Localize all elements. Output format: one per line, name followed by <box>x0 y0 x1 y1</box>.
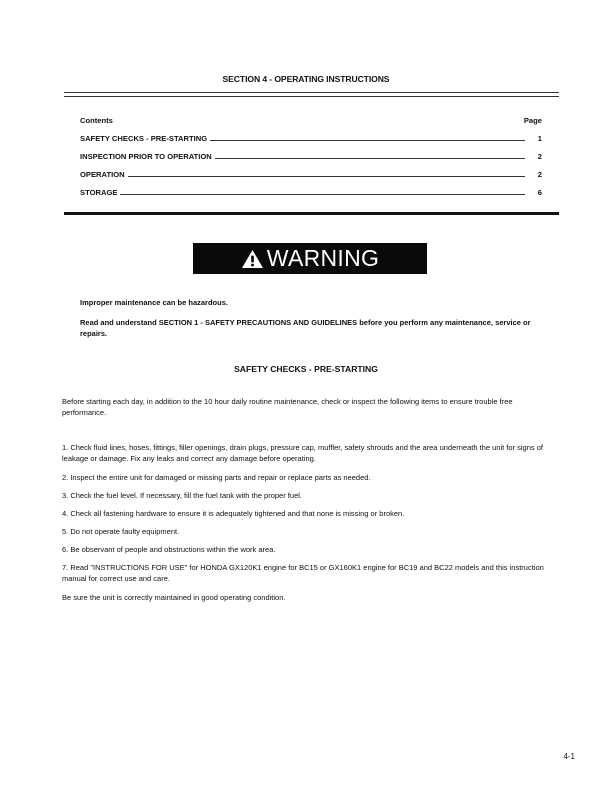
divider <box>64 96 559 97</box>
toc-entry <box>80 149 542 161</box>
warning-line-2: Read and understand SECTION 1 - SAFETY PRECAUTIONS AND GUIDELINES before you perform any maintenance, service or repairs. <box>80 318 531 338</box>
toc-entry-page: 2 <box>537 170 542 179</box>
divider-thick <box>64 212 559 215</box>
toc-entry <box>80 131 542 143</box>
toc-leader <box>128 176 525 177</box>
toc-leader <box>215 158 525 159</box>
toc-entry-page: 2 <box>537 152 542 161</box>
safety-closing: Be sure the unit is correctly maintained in good operating condition. <box>62 593 286 602</box>
warning-label: WARNING <box>266 245 380 271</box>
toc-leader <box>120 194 525 195</box>
toc-header <box>80 116 542 125</box>
list-item: 4. Check all fastening hardware to ensure it is adequately tightened and that none is missing or broken. <box>62 509 405 518</box>
toc-entry-title: INSPECTION PRIOR TO OPERATION <box>80 152 212 161</box>
toc-entry-page: 1 <box>537 134 542 143</box>
list-item: 6. Be observant of people and obstructions within the work area. <box>62 545 276 554</box>
toc-contents-label: Contents <box>80 116 113 125</box>
toc-entry-title: STORAGE <box>80 188 118 197</box>
list-item: 7. Read "INSTRUCTIONS FOR USE" for HONDA GX120K1 engine for BC15 or GX160K1 engine for BC19 and BC22 models and this instruction manual for correct use and care. <box>62 563 544 583</box>
toc-entry <box>80 185 542 197</box>
divider <box>64 92 559 93</box>
warning-triangle-icon <box>241 249 264 269</box>
toc-entry-page: 6 <box>537 188 542 197</box>
safety-intro: Before starting each day, in addition to the 10 hour daily routine maintenance, check or inspect the following items to ensure trouble free performance. <box>62 397 513 417</box>
warning-banner <box>193 243 427 274</box>
list-item: 5. Do not operate faulty equipment. <box>62 527 180 536</box>
toc-page-label: Page <box>523 116 542 125</box>
list-item: 2. Inspect the entire unit for damaged or missing parts and repair or replace parts as needed. <box>62 473 371 482</box>
safety-checks-title: SAFETY CHECKS - PRE-STARTING <box>234 364 378 374</box>
toc-entry-title: SAFETY CHECKS - PRE-STARTING <box>80 134 208 143</box>
list-item: 3. Check the fuel level. If necessary, fill the fuel tank with the proper fuel. <box>62 491 302 500</box>
toc-entry <box>80 167 542 179</box>
toc-leader <box>210 140 525 141</box>
warning-line-1: Improper maintenance can be hazardous. <box>80 298 228 307</box>
section-title: SECTION 4 - OPERATING INSTRUCTIONS <box>222 74 390 84</box>
toc-entry-title: OPERATION <box>80 170 125 179</box>
list-item: 1. Check fluid lines, hoses, fittings, filler openings, drain plugs, pressure cap, muffler, safety shrouds and the area underneath the unit for signs of leakage or damage. Fix any leaks and correct any damage before operating. <box>62 443 543 463</box>
page-number: 4-1 <box>563 752 575 761</box>
